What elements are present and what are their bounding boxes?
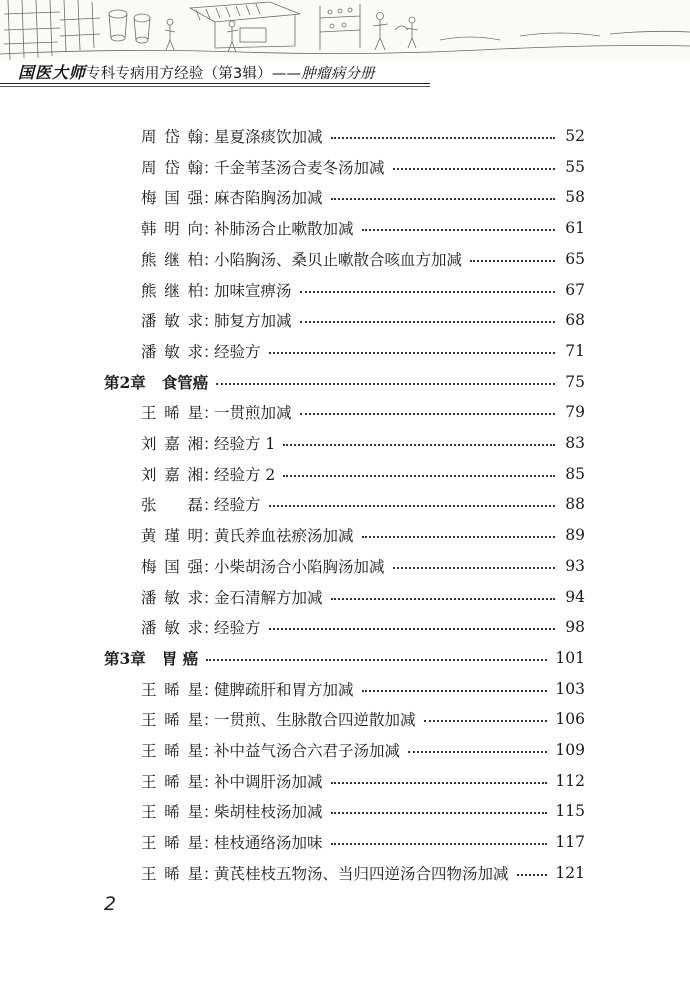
toc-chapter-heading[interactable] [104,367,585,397]
toc-author: 梅国强 [141,189,203,208]
toc-colon: ： [203,128,219,146]
toc-page-number: 94 [565,587,585,606]
toc-entry[interactable] [141,336,585,366]
toc-entry[interactable] [141,182,585,212]
dot-leader [362,229,555,231]
toc-page-number: 101 [555,648,585,667]
toc-entry[interactable] [141,674,585,704]
toc-entry[interactable] [141,858,585,888]
toc-entry[interactable] [141,275,585,305]
toc-page-number: 65 [565,249,585,268]
dot-leader [331,137,555,139]
toc-colon: ： [203,772,219,791]
dot-leader [269,628,555,630]
toc-title: 桂枝通络汤加味 [214,834,323,853]
toc-entry[interactable] [141,796,585,826]
chapter-title: 食管癌 [161,372,209,392]
chapter-number: 第3章 [104,648,146,668]
toc-author: 潘敏求 [141,619,203,638]
toc-title: 金石清解方加减 [214,588,323,607]
header-illustration [0,0,690,62]
toc-colon: ： [203,342,219,361]
dot-leader [331,812,548,814]
dot-leader [269,505,555,507]
toc-entry[interactable] [141,459,585,489]
dot-leader [300,321,555,323]
toc-title: 星夏涤痰饮加减 [214,128,323,146]
header-rule-thin [0,86,430,87]
toc-colon: ： [203,557,219,576]
toc-colon: ： [203,711,219,730]
toc-entry[interactable] [141,244,585,274]
toc-author: 潘敏求 [141,342,203,361]
toc-page-number: 89 [565,526,585,545]
toc-title: 一贯煎、生脉散合四逆散加减 [214,711,416,730]
toc-author: 张 磊 [141,496,203,515]
toc-title: 经验方 [214,619,261,638]
header-dash: —— [271,66,302,82]
toc-author: 王晞星 [141,404,203,423]
dot-leader [517,874,548,876]
dot-leader [362,536,555,538]
toc-colon: ： [203,250,219,269]
toc-entry[interactable] [141,766,585,796]
toc-title: 千金苇茎汤合麦冬汤加减 [214,158,385,177]
toc-title: 小柴胡汤合小陷胸汤加减 [214,557,385,576]
toc-chapter-heading[interactable] [104,643,585,673]
toc-page-number: 121 [555,863,585,882]
toc-page-number: 58 [565,188,585,207]
toc-title: 加味宣痹汤 [214,281,292,300]
toc-title: 经验方 2 [214,465,276,484]
toc-entry[interactable] [141,612,585,642]
toc-page-number: 79 [565,403,585,422]
toc-colon: ： [203,312,219,331]
toc-page-number: 85 [565,464,585,483]
toc-entry[interactable] [141,213,585,243]
toc-title: 肺复方加减 [214,312,292,331]
dot-leader [283,444,555,446]
dot-leader [283,475,555,477]
toc-page-number: 88 [565,495,585,514]
toc-author: 王晞星 [141,803,203,822]
series-title: 专科专病用方经验（第3辑） [86,66,272,82]
toc-entry[interactable] [141,489,585,519]
toc-title: 一贯煎加减 [214,404,292,423]
toc-page-number: 61 [565,219,585,238]
toc-title: 黄芪桂枝五物汤、当归四逆汤合四物汤加减 [214,864,509,883]
dot-leader [470,260,555,262]
running-header [18,60,375,83]
dot-leader [216,383,555,385]
chapter-number: 第2章 [104,372,146,392]
toc-author: 潘敏求 [141,588,203,607]
toc-colon: ： [203,435,219,453]
toc-page-number: 55 [565,157,585,176]
toc-entry[interactable] [141,152,585,182]
toc-title: 补中调肝汤加减 [214,772,323,791]
dot-leader [300,291,555,293]
toc-author: 王晞星 [141,742,203,760]
toc-colon: ： [203,496,219,515]
toc-page-number: 112 [555,771,585,790]
toc-author: 王晞星 [141,864,203,883]
toc-title: 黄氏养血祛瘀汤加减 [214,527,354,546]
dot-leader [393,567,555,569]
toc-page-number: 103 [555,679,585,698]
toc-colon: ： [203,158,219,177]
toc-colon: ： [203,189,219,208]
toc-page-number: 68 [565,311,585,330]
dot-leader [206,659,547,661]
dot-leader [408,751,547,753]
dot-leader [362,690,548,692]
dot-leader [331,782,548,784]
dot-leader [393,168,555,170]
toc-colon: ： [203,680,219,699]
dot-leader [269,352,555,354]
toc-colon: ： [203,834,219,853]
toc-author: 熊继柏 [141,250,203,269]
toc-entry[interactable] [141,305,585,335]
toc-entry[interactable] [141,827,585,857]
toc-author: 王晞星 [141,772,203,791]
toc-author: 王晞星 [141,834,203,853]
section-title: 肿瘤病分册 [301,66,375,82]
dot-leader [331,598,555,600]
toc-title: 小陷胸汤、桑贝止嗽散合咳血方加减 [214,250,463,269]
toc-entry[interactable] [141,428,585,458]
toc-entry[interactable] [141,520,585,550]
toc-colon: ： [203,404,219,423]
toc-entry[interactable] [141,397,585,427]
dot-leader [424,720,548,722]
toc-entry[interactable] [141,582,585,612]
page-number: 2 [104,893,117,915]
toc-title: 健脾疏肝和胃方加减 [214,680,354,699]
toc-author: 刘嘉湘 [141,435,203,453]
toc-colon: ： [203,588,219,607]
toc-page-number: 93 [565,556,585,575]
toc-author: 潘敏求 [141,312,203,331]
series-brand: 国医大师 [18,63,87,82]
toc-page-number: 83 [565,434,585,452]
toc-colon: ： [203,619,219,638]
toc-title: 经验方 1 [214,435,276,453]
toc-author: 韩明向 [141,220,203,239]
toc-page-number: 52 [565,127,585,145]
toc-colon: ： [203,742,219,760]
dot-leader [300,413,555,415]
toc-page-number: 115 [555,802,585,821]
toc-author: 周岱翰 [141,128,203,146]
toc-author: 周岱翰 [141,158,203,177]
toc-author: 王晞星 [141,680,203,699]
toc-author: 梅国强 [141,557,203,576]
toc-author: 刘嘉湘 [141,465,203,484]
toc-colon: ： [203,220,219,239]
toc-entry[interactable] [141,704,585,734]
toc-entry[interactable] [141,121,585,151]
toc-entry[interactable] [141,551,585,581]
toc-page-number: 117 [555,833,585,852]
toc-title: 经验方 [214,496,261,515]
header-rule [0,83,430,84]
toc-page-number: 98 [565,618,585,637]
toc-colon: ： [203,281,219,300]
toc-author: 王晞星 [141,711,203,730]
toc-colon: ： [203,527,219,546]
toc-page-number: 75 [565,372,585,391]
toc-page-number: 109 [555,741,585,759]
chapter-title: 胃 癌 [161,648,199,668]
dot-leader [331,843,548,845]
toc-title: 麻杏陷胸汤加减 [214,189,323,208]
toc-entry[interactable] [141,735,585,765]
toc-colon: ： [203,803,219,822]
dot-leader [331,198,555,200]
toc-author: 熊继柏 [141,281,203,300]
toc-page-number: 106 [555,710,585,729]
toc-colon: ： [203,465,219,484]
toc-title: 补肺汤合止嗽散加减 [214,220,354,239]
toc-title: 柴胡桂枝汤加减 [214,803,323,822]
toc-page-number: 67 [565,280,585,299]
toc-page-number: 71 [565,341,585,360]
toc-title: 补中益气汤合六君子汤加减 [214,742,401,760]
toc-colon: ： [203,864,219,883]
toc-author: 黄瑾明 [141,527,203,546]
toc-title: 经验方 [214,342,261,361]
village-sketch-illustration [0,0,690,62]
